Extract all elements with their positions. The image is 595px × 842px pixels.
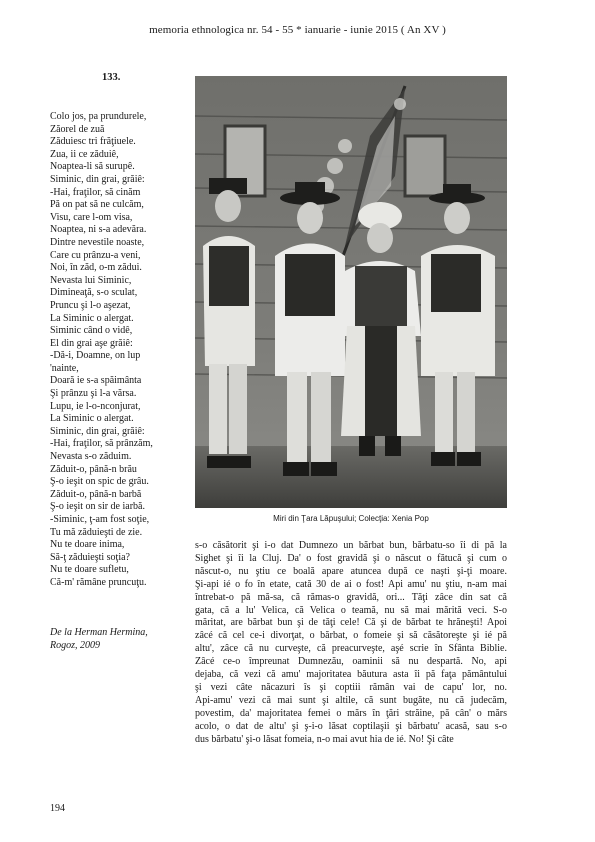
poem-line: 'nainte,: [50, 362, 79, 374]
poem-line: Nevasta s-o zăduim.: [50, 451, 132, 463]
poem-line: -Hai, fraţilor, să cinăm: [50, 186, 141, 198]
prose-line: s-o căsătorit şi i-o dat Dumnezo un bărbat bun, bărbatu-so îi di pă la: [195, 540, 507, 551]
poem-line: Zăduit-o, până-n barbă: [50, 488, 142, 500]
prose-line: Api-amu' vezi că mai sunt şi altile, că sunt bugăte, nu că judecăm,: [195, 694, 507, 706]
photo-caption: Miri din Ţara Lăpuşului; Colecţia: Xenia Pop: [273, 514, 429, 523]
poem-line: Zua, ii ce zăduiê,: [50, 148, 119, 160]
poem-line: La Siminic o alergat.: [50, 413, 134, 425]
poem-line: Siminic, din grai, grăiê:: [50, 173, 145, 185]
poem-line: Siminic când o vidê,: [50, 325, 133, 337]
poem-line: -Dă-i, Doamne, on lup: [50, 350, 141, 362]
poem-line: Noaptea-li să surupê.: [50, 161, 135, 173]
prose-line: dus bărbatu' şi-o lăsat fomeia, n-o mai avut hia de ié. No! Şi câte: [195, 733, 454, 745]
prose-line: dejaba, că vezi că amu' majoritatea băutura asta îi pă faţa pământului: [195, 669, 507, 681]
poem-line: Zăorel de zuă: [50, 123, 105, 135]
prose-line: zâcé că cel ce-i divorţat, o bărbat, o fomeie şi să căsătoreşte şi ié pă: [195, 630, 507, 642]
prose-line: întrebat-o pă mă-sa, că rămas-o gravidă, ori... Tăţi zâce din sat că: [195, 591, 507, 603]
poem-line: Dintre nevestile noaste,: [50, 236, 145, 248]
poem-line: La Siminic o alergat.: [50, 312, 134, 324]
poem-line: Să-ţ zăduieşti soţia?: [50, 551, 130, 563]
poem-line: Noaptea, ni s-a adevăra.: [50, 224, 147, 236]
poem-line: Ş-o ieşit on spic de grâu.: [50, 476, 149, 488]
poem-line: Noi, în zăd, o-m zădui.: [50, 262, 142, 274]
prose-line: Zâcé ce-o împreunat Dumnezău, oaminii să nu despartă. No, api: [195, 656, 507, 668]
poem-line: Visu, care l-om visa,: [50, 211, 133, 223]
poem-line: Pă on pat să ne culcăm,: [50, 199, 144, 211]
poem-line: Zăduiesc tri frăţiuele.: [50, 136, 136, 148]
poem-line: Că-m' rămâne pruncuţu.: [50, 576, 147, 588]
prose-line: povestim, da' majoritatea femei o mărs în ţări străine, pă cân' o mărs: [195, 707, 507, 719]
poem-line: Care cu prânzu-a veni,: [50, 249, 141, 261]
poem-line: Nu te doare inima,: [50, 539, 125, 551]
poem-line: Ş-o ieşit on sir de iarbă.: [50, 501, 145, 513]
journal-header: memoria ethnologica nr. 54 - 55 * ianuarie - iunie 2015 ( An XV ): [149, 24, 446, 36]
interview-text: [195, 540, 507, 747]
poem-source: [50, 627, 190, 652]
poem-line: Colo jos, pa prundurele,: [50, 111, 147, 122]
wedding-photograph: [195, 76, 507, 508]
prose-line: altu', zâce că nu curveşte, că preacurveşte, aşé scrie în Sfânta Biblie.: [195, 643, 507, 655]
prose-line: şi vezi câte năcazuri îs şi coptiii rămân vai de capu' lor, no.: [195, 681, 507, 693]
poem-line: Pruncu şi l-o aşezat,: [50, 299, 131, 311]
page-number: 194: [50, 803, 65, 814]
poem-line: Şi prânzu şi l-a vărsa.: [50, 388, 137, 400]
source-line-author: De la Herman Hermina,: [50, 627, 148, 638]
poem-line: Doară ie s-a spăimânta: [50, 375, 142, 387]
prose-line: Sighet şi îi la Cluj. Da' o fost gravidă şi o născut o fătucă şi cum o: [195, 552, 507, 564]
poem-line: Dimineaţă, s-o sculat,: [50, 287, 138, 299]
source-line-place-year: Rogoz, 2009: [50, 639, 100, 651]
prose-line: născut-o, nu ştiu ce boală apare atuncea după ce naşti şi-ţi moare.: [195, 565, 507, 577]
poem-number: 133.: [102, 72, 121, 83]
poem-line: Nu te doare sufletu,: [50, 564, 129, 576]
prose-line: măritat, are bărbat bun şi de tăţi cele! Că şi de bărbat te hrăneşti! Apoi: [195, 617, 507, 629]
poem-text: [50, 111, 190, 590]
poem-line: Lupu, ie l-o-nconjurat,: [50, 400, 141, 412]
poem-line: Tu mă zăduieşti de zie.: [50, 526, 143, 538]
prose-line: gata, că a lu' Velica, că Velica o teamă, nu să mai mărită veci. S-o: [195, 604, 507, 616]
poem-line: -Siminic, ţ-am fost soţie,: [50, 514, 150, 525]
prose-line: Şi-api ié o fo în etate, cată 30 de ai o fost! Api amu' nu ştiu, n-am mai: [195, 578, 507, 590]
poem-line: El din grai aşe grăiê:: [50, 337, 133, 349]
poem-line: Zăduit-o, până-n brău: [50, 463, 137, 475]
poem-line: Siminic, din grai, grăiê:: [50, 425, 145, 437]
poem-line: -Hai, fraţilor, să prânzăm,: [50, 438, 153, 450]
prose-line: acolo, o dat de altu' şi ş-i-o lăsat coptilaşii şi bărbatu' acasă, sau s-o: [195, 720, 507, 732]
poem-line: Nevasta lui Siminic,: [50, 274, 132, 286]
